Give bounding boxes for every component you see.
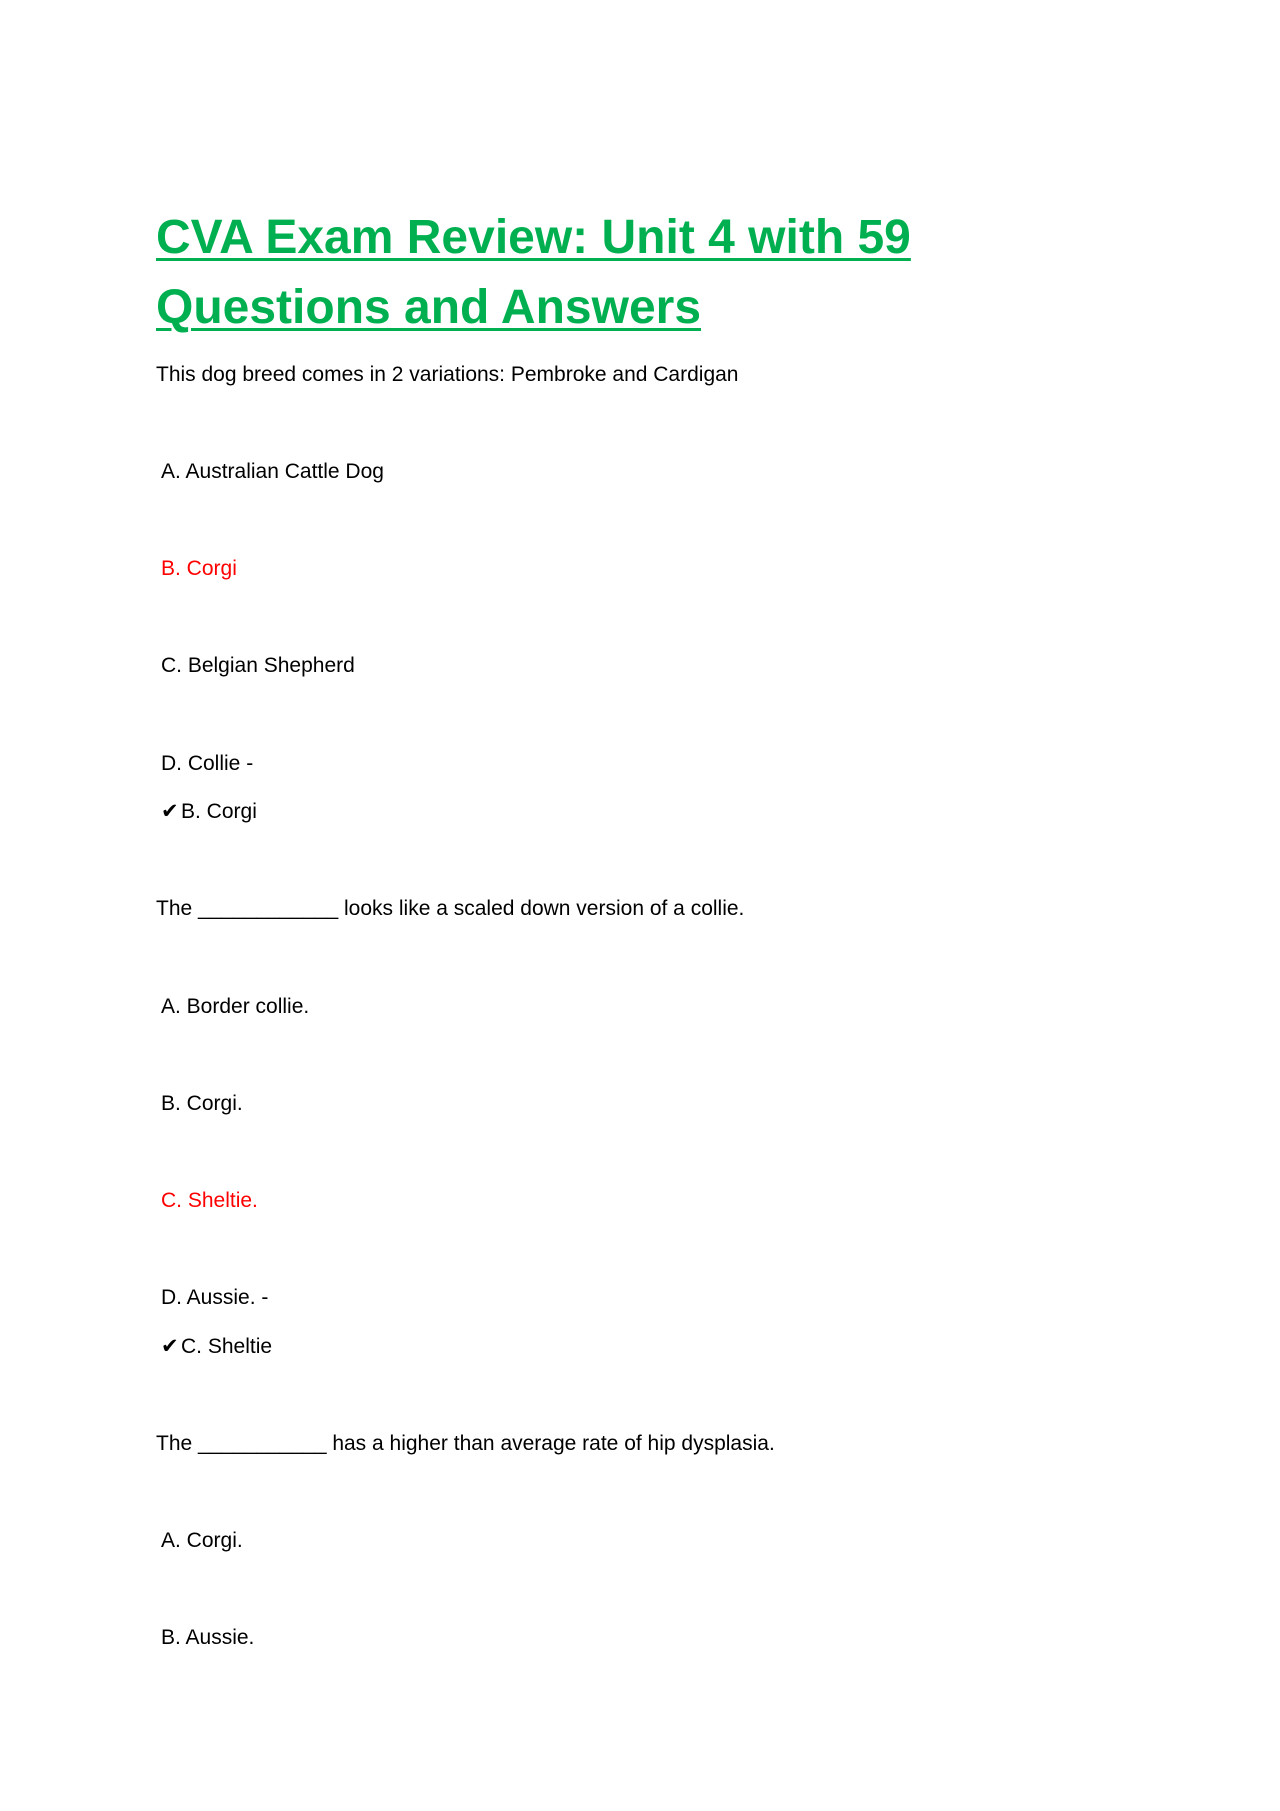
question-2-option-a: A. Border collie. bbox=[161, 995, 310, 1018]
question-2-option-b: B. Corgi. bbox=[161, 1092, 243, 1115]
question-1-option-a: A. Australian Cattle Dog bbox=[161, 460, 384, 483]
question-1-option-c: C. Belgian Shepherd bbox=[161, 654, 355, 677]
question-1-answer bbox=[161, 798, 257, 826]
question-3-prompt: The ___________ has a higher than average rate of hip dysplasia. bbox=[156, 1432, 775, 1455]
question-1-prompt: This dog breed comes in 2 variations: Pembroke and Cardigan bbox=[156, 363, 739, 386]
question-1-option-b: B. Corgi bbox=[161, 557, 237, 580]
question-1-answer-text: B. Corgi bbox=[181, 800, 257, 823]
question-1-option-d: D. Collie - bbox=[161, 752, 254, 775]
question-2-option-c: C. Sheltie. bbox=[161, 1189, 258, 1212]
question-2-option-d: D. Aussie. - bbox=[161, 1286, 269, 1309]
document-title: CVA Exam Review: Unit 4 with 59 Questions and Answers bbox=[156, 211, 911, 334]
question-2-answer-text: C. Sheltie bbox=[181, 1335, 273, 1358]
question-3-option-b: B. Aussie. bbox=[161, 1626, 255, 1649]
question-2-answer bbox=[161, 1333, 272, 1361]
question-3-option-a: A. Corgi. bbox=[161, 1529, 243, 1552]
check-mark-icon: ✔ bbox=[161, 1335, 179, 1358]
check-mark-icon: ✔ bbox=[161, 800, 179, 823]
question-2-prompt: The ____________ looks like a scaled down version of a collie. bbox=[156, 897, 745, 920]
